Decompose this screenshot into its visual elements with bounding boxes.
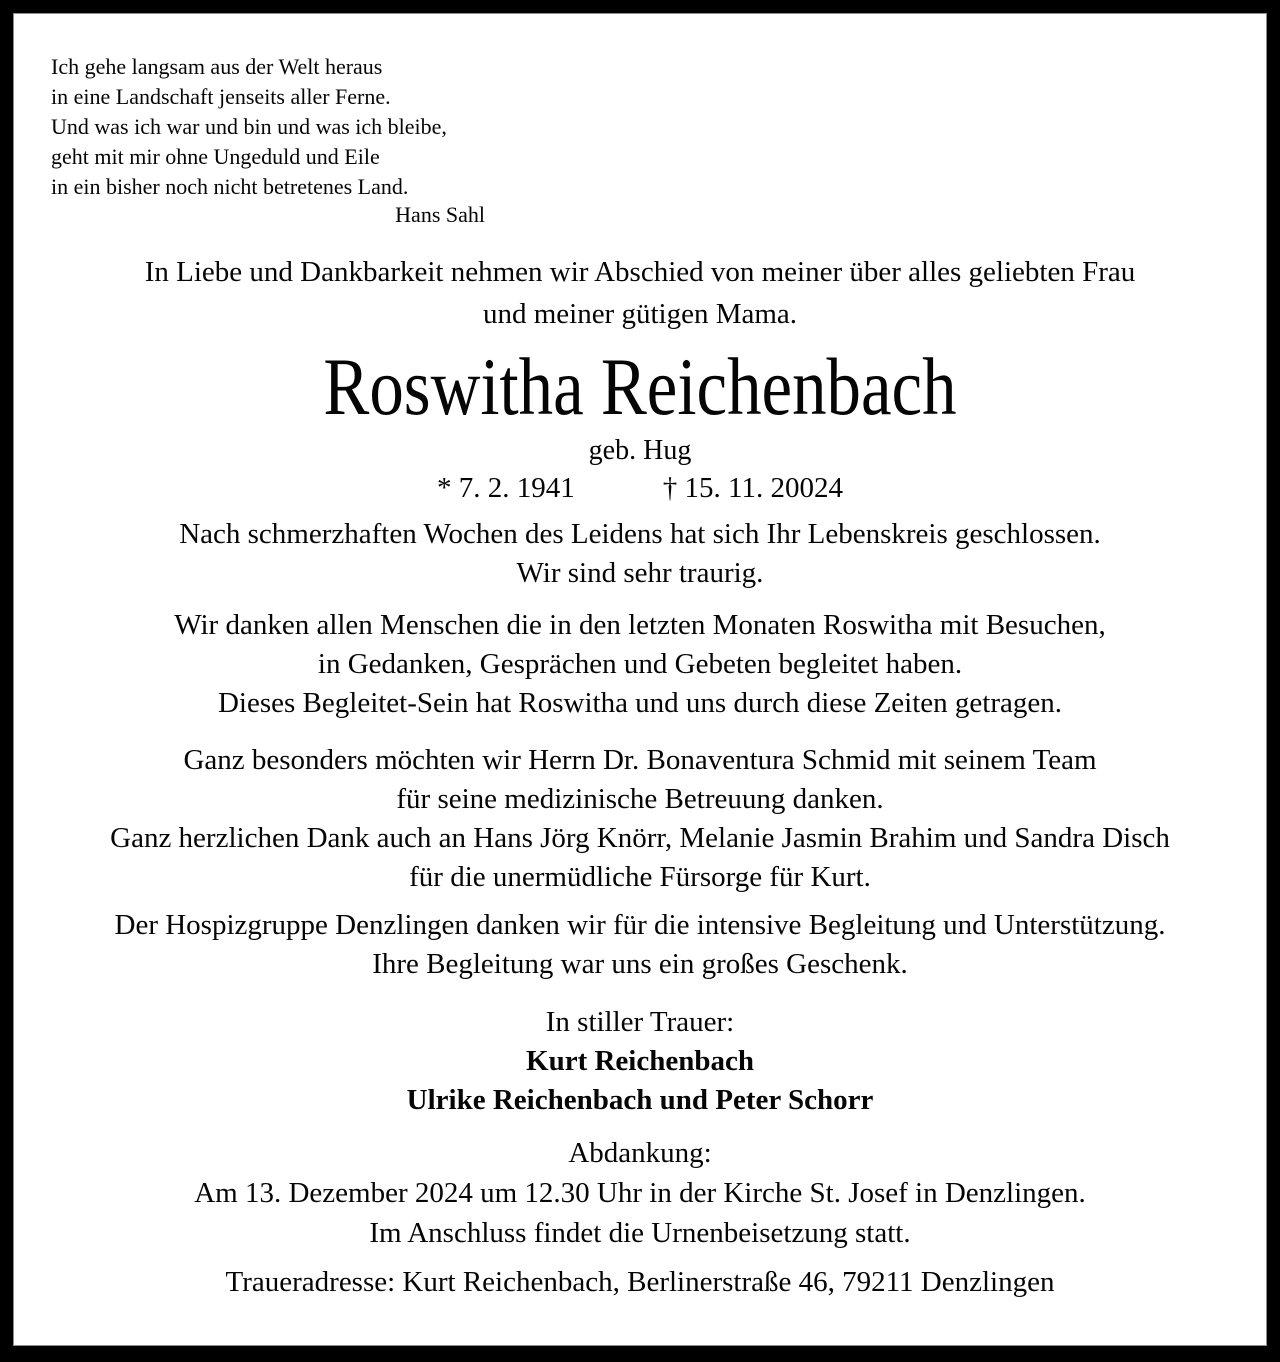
paragraph-line: Nach schmerzhaften Wochen des Leidens hat sich Ihr Lebenskreis geschlossen. — [179, 518, 1101, 550]
service-heading: Abdankung: — [568, 1137, 712, 1169]
maiden-name: geb. Hug — [588, 435, 692, 466]
poem-line: Ich gehe langsam aus der Welt heraus — [51, 54, 383, 79]
paragraph-line: Ganz herzlichen Dank auch an Hans Jörg Knörr, Melanie Jasmin Brahim und Sandra Disch — [110, 822, 1170, 854]
mourner-name: Kurt Reichenbach — [526, 1045, 754, 1077]
grief-paragraph — [14, 515, 1266, 593]
paragraph-line: in Gedanken, Gesprächen und Gebeten begleitet haben. — [317, 648, 963, 680]
intro-line: und meiner gütigen Mama. — [482, 298, 798, 330]
poem-line: Und was ich war und bin und was ich bleibe, — [51, 114, 447, 139]
intro-line: In Liebe und Dankbarkeit nehmen wir Abschied von meiner über alles geliebten Frau — [144, 256, 1136, 288]
paragraph-line: für seine medizinische Betreuung danken. — [396, 783, 884, 815]
obituary-page — [13, 13, 1267, 1346]
paragraph-line: für die unermüdliche Fürsorge für Kurt. — [409, 861, 871, 893]
poem-line: in ein bisher noch nicht betretenes Land. — [51, 174, 409, 199]
poem-attribution: Hans Sahl — [395, 202, 485, 227]
paragraph-line: Ihre Begleitung war uns ein großes Geschenk. — [372, 948, 908, 980]
intro-paragraph — [14, 251, 1266, 335]
poem-line: in eine Landschaft jenseits aller Ferne. — [51, 84, 391, 109]
deceased-name: Roswitha Reichenbach — [323, 341, 957, 432]
service-block — [14, 1133, 1266, 1253]
thanks-hospice-paragraph — [14, 906, 1266, 984]
poem-line: geht mit mir ohne Ungeduld und Eile — [51, 144, 380, 169]
paragraph-line: Ganz besonders möchten wir Herrn Dr. Bonaventura Schmid mit seinem Team — [183, 744, 1097, 776]
death-date: † 15. 11. 20024 — [662, 472, 843, 504]
life-dates — [14, 469, 1266, 507]
thanks-medical-paragraph — [14, 741, 1266, 897]
paragraph-line: Wir sind sehr traurig. — [516, 557, 764, 589]
contact-line: Traueradresse: Kurt Reichenbach, Berlinerstraße 46, 79211 Denzlingen — [225, 1266, 1055, 1298]
poem — [51, 52, 485, 230]
mourners-block — [14, 1003, 1266, 1120]
service-line: Im Anschluss findet die Urnenbeisetzung statt. — [369, 1217, 911, 1249]
birth-date: * 7. 2. 1941 — [437, 472, 575, 504]
contact-block — [14, 1263, 1266, 1302]
service-line: Am 13. Dezember 2024 um 12.30 Uhr in der Kirche St. Josef in Denzlingen. — [194, 1177, 1086, 1209]
mourner-name: Ulrike Reichenbach und Peter Schorr — [406, 1084, 874, 1116]
paragraph-line: Wir danken allen Menschen die in den letzten Monaten Roswitha mit Besuchen, — [174, 609, 1106, 641]
thanks-people-paragraph — [14, 606, 1266, 723]
paragraph-line: Dieses Begleitet-Sein hat Roswitha und uns durch diese Zeiten getragen. — [217, 687, 1062, 719]
paragraph-line: Der Hospizgruppe Denzlingen danken wir für die intensive Begleitung und Unterstützung. — [114, 909, 1166, 941]
mourners-heading: In stiller Trauer: — [545, 1006, 735, 1038]
